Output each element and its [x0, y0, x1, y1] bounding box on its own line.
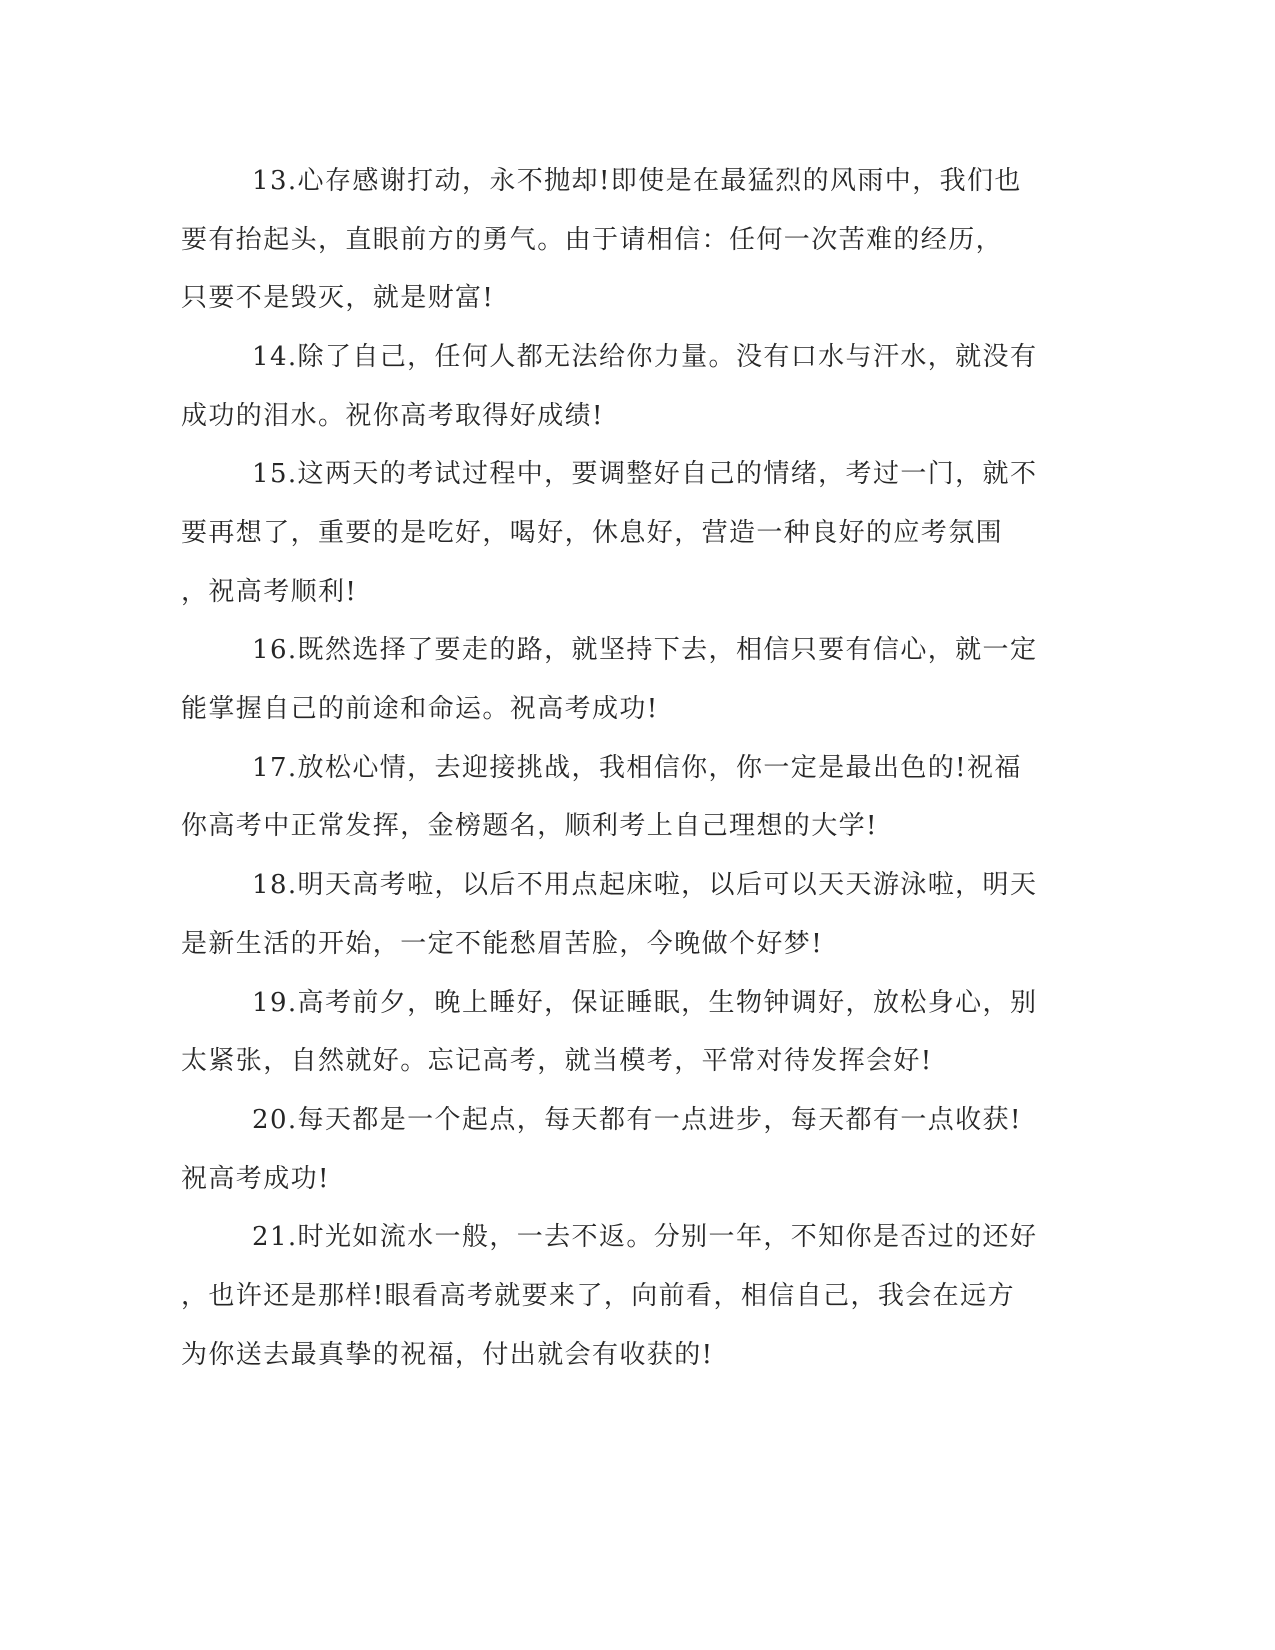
paragraph-20-line-1: 20.每天都是一个起点，每天都有一点进步，每天都有一点收获! [252, 1105, 1022, 1135]
paragraph-18-line-1: 18.明天高考啦，以后不用点起床啦，以后可以天天游泳啦，明天 [252, 870, 1038, 900]
paragraph-13-line-3: 只要不是毁灭，就是财富! [181, 283, 495, 313]
paragraph-18-line-2: 是新生活的开始，一定不能愁眉苦脸，今晚做个好梦! [181, 929, 824, 959]
paragraph-21-line-3: 为你送去最真挚的祝福，付出就会有收获的! [181, 1340, 714, 1370]
paragraph-13-line-1: 13.心存感谢打动，永不抛却!即使是在最猛烈的风雨中，我们也 [252, 166, 1022, 196]
paragraph-19-line-1: 19.高考前夕，晚上睡好，保证睡眠，生物钟调好，放松身心，别 [252, 988, 1038, 1018]
paragraph-17-line-1: 17.放松心情，去迎接挑战，我相信你，你一定是最出色的!祝福 [252, 753, 1022, 783]
paragraph-14-line-2: 成功的泪水。祝你高考取得好成绩! [181, 401, 604, 431]
paragraph-15-line-3: ，祝高考顺利! [181, 577, 358, 607]
paragraph-15-line-1: 15.这两天的考试过程中，要调整好自己的情绪，考过一门，就不 [252, 459, 1038, 489]
paragraph-19-line-2: 太紧张，自然就好。忘记高考，就当模考，平常对待发挥会好! [181, 1046, 933, 1076]
paragraph-21-line-1: 21.时光如流水一般，一去不返。分别一年，不知你是否过的还好 [252, 1222, 1038, 1252]
paragraph-15-line-2: 要再想了，重要的是吃好，喝好，休息好，营造一种良好的应考氛围 [181, 518, 1004, 548]
paragraph-14-line-1: 14.除了自己，任何人都无法给你力量。没有口水与汗水，就没有 [252, 342, 1038, 372]
paragraph-13-line-2: 要有抬起头，直眼前方的勇气。由于请相信：任何一次苦难的经历， [181, 225, 1004, 255]
paragraph-20-line-2: 祝高考成功! [181, 1164, 330, 1194]
paragraph-17-line-2: 你高考中正常发挥，金榜题名，顺利考上自己理想的大学! [181, 811, 878, 841]
paragraph-16-line-2: 能掌握自己的前途和命运。祝高考成功! [181, 694, 659, 724]
paragraph-21-line-2: ，也许还是那样!眼看高考就要来了，向前看，相信自己，我会在远方 [181, 1281, 1015, 1311]
paragraph-16-line-1: 16.既然选择了要走的路，就坚持下去，相信只要有信心，就一定 [252, 635, 1038, 665]
